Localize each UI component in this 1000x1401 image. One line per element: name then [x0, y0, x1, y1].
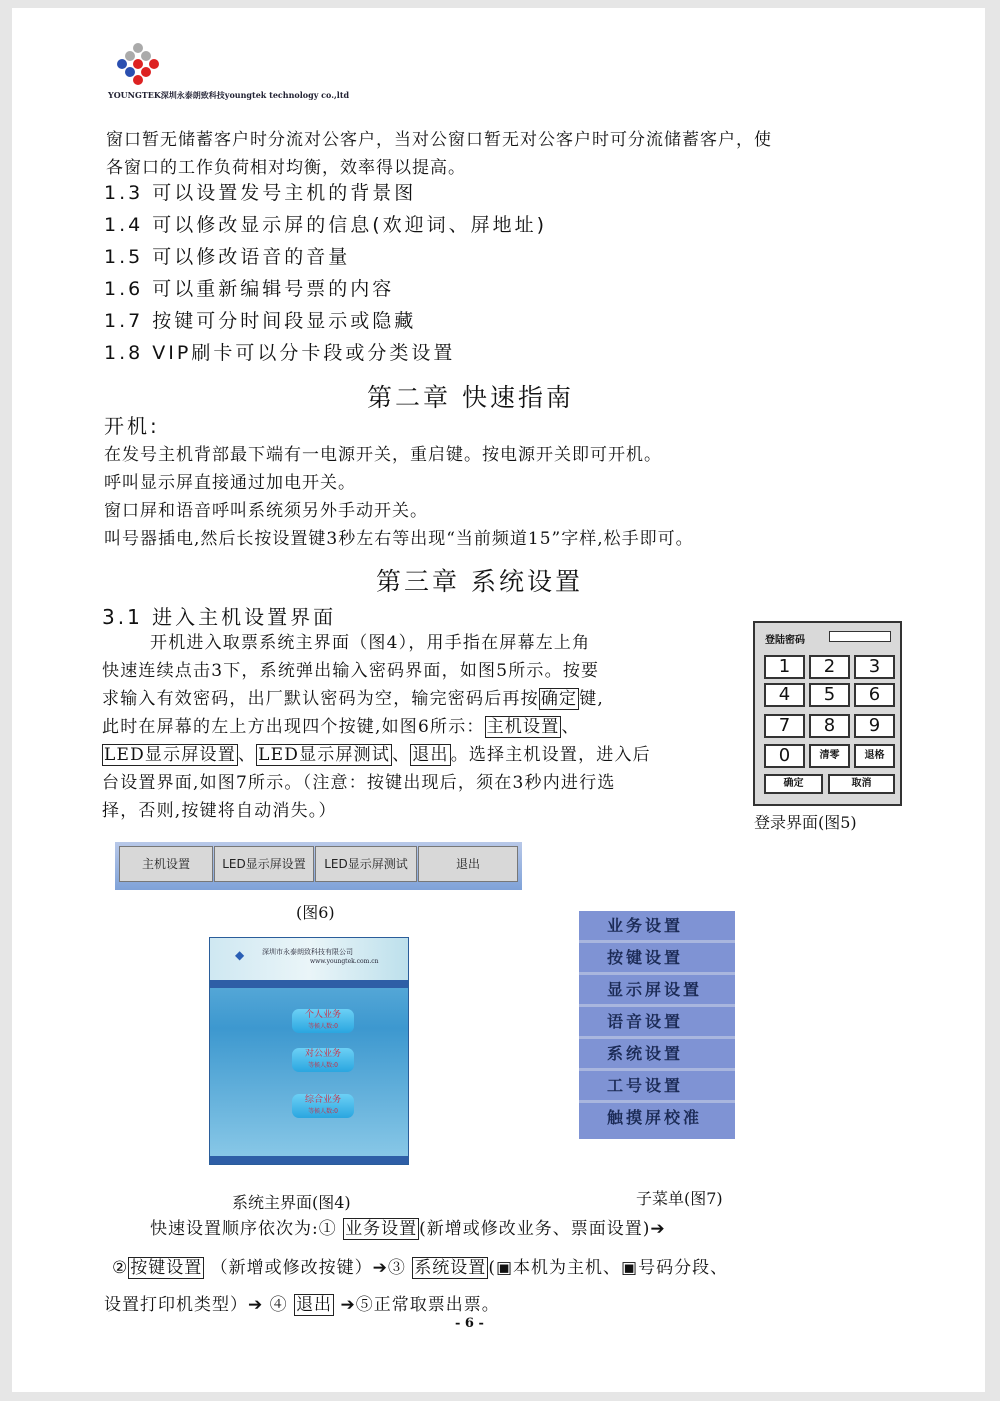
text: ② — [112, 1258, 129, 1278]
key-7: 7 — [764, 714, 805, 738]
paragraph-line: 开机进入取票系统主界面（图4），用手指在屏幕左上角 — [150, 633, 591, 653]
key-confirm-ref: 确定 — [540, 689, 578, 709]
key-backspace: 退格 — [854, 744, 895, 768]
fig7-caption: 子菜单(图7) — [636, 1189, 723, 1208]
paragraph-line: 呼叫显示屏直接通过加电开关。 — [104, 473, 356, 493]
paragraph-line: 台设置界面,如图7所示。（注意：按键出现后，须在3秒内进行选 — [102, 773, 616, 793]
key-clear: 清零 — [809, 744, 850, 768]
page-number: - 6 - — [455, 1316, 484, 1331]
text: 键, — [579, 689, 605, 709]
feature-item: 1.7 按键可分时间段显示或隐藏 — [104, 310, 417, 332]
text: 求输入有效密码，出厂默认密码为空，输完密码后再按 — [102, 689, 539, 709]
submenu-item-keys: 按键设置 — [579, 943, 735, 975]
password-label: 登陆密码 — [765, 635, 805, 646]
text: 设置打印机类型）➔ ④ — [104, 1295, 288, 1315]
submenu-item-touch-calibration: 触摸屏校准 — [607, 1108, 703, 1127]
step-system-settings: 系统设置 — [414, 1258, 487, 1278]
chapter2-title: 第二章 快速指南 — [367, 383, 574, 412]
section-body — [102, 629, 651, 825]
key-4: 4 — [764, 683, 805, 707]
key-host-settings-ref: 主机设置 — [486, 717, 560, 737]
text: (新增或修改业务、票面设置)➔ — [419, 1219, 666, 1239]
general-business-button — [292, 1094, 354, 1118]
company-name-small: 深圳市永泰朗致科技有限公司 — [262, 948, 353, 956]
quick-setup-line-1 — [150, 1214, 666, 1239]
submenu-item-display: 显示屏设置 — [579, 975, 735, 1007]
section-title: 3.1 进入主机设置界面 — [102, 605, 337, 629]
key-exit-ref: 退出 — [412, 745, 449, 765]
host-settings-button: 主机设置 — [119, 846, 213, 882]
waiting-count: 等候人数:0 — [308, 1062, 338, 1069]
text: 此时在屏幕的左上方出现四个按键,如图6所示： — [102, 717, 485, 737]
company-logo — [110, 40, 166, 94]
paragraph-line: 在发号主机背部最下端有一电源开关，重启键。按电源开关即可开机。 — [104, 445, 662, 465]
key-confirm: 确定 — [764, 774, 823, 794]
login-keypad-figure — [753, 621, 902, 806]
submenu-item-business: 业务设置 — [579, 911, 735, 943]
password-field — [829, 631, 891, 642]
led-settings-button: LED显示屏设置 — [214, 846, 314, 882]
text: 快速设置顺序依次为:① — [150, 1219, 337, 1239]
key-cancel: 取消 — [828, 774, 895, 794]
waiting-count: 等候人数:0 — [308, 1108, 338, 1115]
key-led-settings-ref: LED显示屏设置 — [104, 745, 236, 765]
company-url: www.youngtek.com.cn — [310, 958, 379, 965]
text: (▣本机为主机、▣号码分段、 — [488, 1258, 729, 1278]
feature-item: 1.6 可以重新编辑号票的内容 — [104, 278, 395, 300]
key-0: 0 — [764, 744, 805, 768]
step-key-settings: 按键设置 — [130, 1258, 203, 1278]
led-test-button: LED显示屏测试 — [315, 846, 417, 882]
text: 。选择主机设置，进入后 — [450, 745, 651, 765]
key-6: 6 — [854, 683, 895, 707]
company-logo-small: ◆ — [235, 948, 245, 962]
key-5: 5 — [809, 683, 850, 707]
corporate-business-button — [292, 1048, 354, 1072]
key-9: 9 — [854, 714, 895, 738]
feature-item: 1.4 可以修改显示屏的信息(欢迎词、屏地址) — [104, 214, 548, 236]
exit-button: 退出 — [418, 846, 518, 882]
key-led-test-ref: LED显示屏测试 — [258, 745, 391, 765]
submenu-item-staff-id: 工号设置 — [579, 1071, 735, 1103]
step-business-settings: 业务设置 — [345, 1219, 418, 1239]
paragraph-line: 叫号器插电,然后长按设置键3秒左右等出现“当前频道15”字样,松手即可。 — [104, 529, 694, 549]
main-screen-figure — [209, 937, 409, 1165]
key-1: 1 — [764, 655, 805, 679]
company-name: YOUNGTEK深圳永泰朗致科技youngtek technology co.,ltd — [108, 90, 350, 100]
feature-item: 1.3 可以设置发号主机的背景图 — [104, 182, 417, 204]
submenu-item-system: 系统设置 — [579, 1039, 735, 1071]
key-3: 3 — [854, 655, 895, 679]
key-8: 8 — [809, 714, 850, 738]
waiting-count: 等候人数:0 — [308, 1023, 338, 1030]
fig6-caption: (图6) — [296, 903, 335, 922]
fig5-caption: 登录界面(图5) — [754, 813, 857, 832]
feature-item: 1.5 可以修改语音的音量 — [104, 246, 351, 268]
submenu-item-voice: 语音设置 — [579, 1007, 735, 1039]
feature-item: 1.8 VIP刷卡可以分卡段或分类设置 — [104, 342, 456, 364]
chapter3-title: 第三章 系统设置 — [376, 567, 583, 596]
feature-list — [104, 177, 547, 369]
button-label: 个人业务 — [304, 1010, 341, 1020]
text: 、 — [392, 745, 411, 765]
quick-setup-line-3 — [104, 1290, 500, 1315]
text: 、 — [561, 717, 580, 737]
text: ➔⑤正常取票出票。 — [340, 1295, 500, 1315]
quick-setup-line-2 — [112, 1253, 728, 1278]
key-2: 2 — [809, 655, 850, 679]
paragraph-line: 快速连续点击3下，系统弹出输入密码界面，如图5所示。按要 — [102, 661, 600, 681]
chapter2-subtitle: 开机: — [104, 414, 160, 438]
intro-line: 窗口暂无储蓄客户时分流对公客户，当对公窗口暂无对公客户时可分流储蓄客户，使 — [106, 130, 772, 150]
submenu-figure — [579, 911, 735, 1139]
text: 、 — [237, 745, 257, 765]
setup-buttons-figure — [115, 842, 522, 890]
step-exit: 退出 — [296, 1295, 333, 1315]
intro-line: 各窗口的工作负荷相对均衡，效率得以提高。 — [106, 158, 466, 178]
button-label: 对公业务 — [304, 1049, 341, 1059]
button-label: 综合业务 — [304, 1095, 341, 1105]
paragraph-line: 窗口屏和语音呼叫系统须另外手动开关。 — [104, 501, 428, 521]
personal-business-button — [292, 1009, 354, 1033]
fig4-caption: 系统主界面(图4) — [232, 1193, 351, 1212]
text: （新增或修改按键）➔③ — [210, 1258, 406, 1278]
paragraph-line: 择，否则,按键将自动消失。） — [102, 801, 337, 821]
intro-text — [106, 126, 772, 182]
